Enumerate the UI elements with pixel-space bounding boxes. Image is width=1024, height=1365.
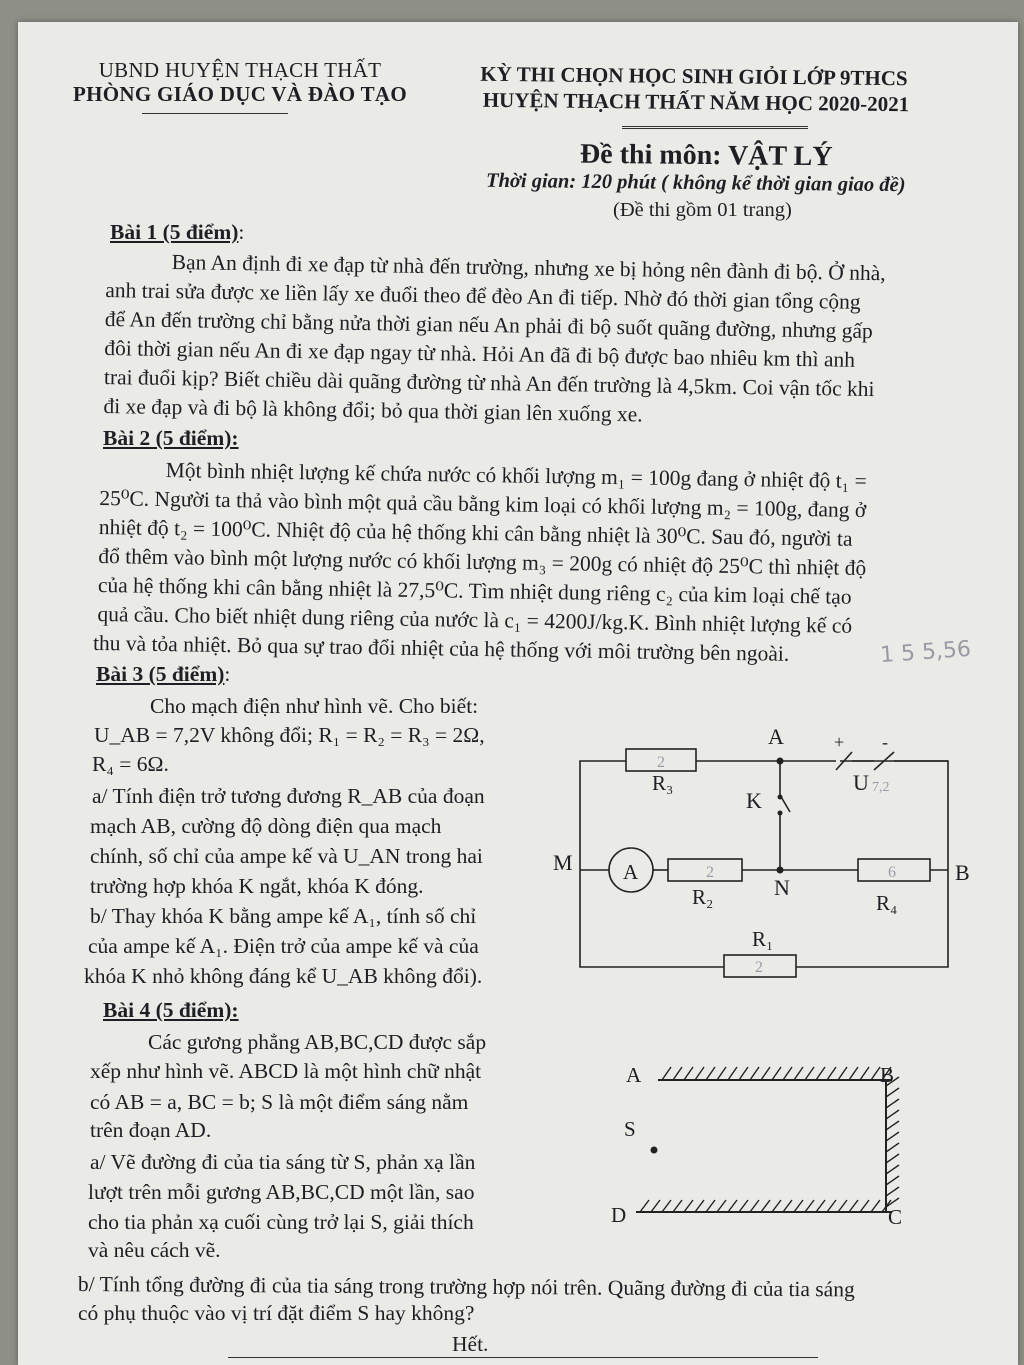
footer-rule <box>228 1357 818 1358</box>
bai1-line: đi xe đạp và đi bộ là không đổi; bỏ qua thời gian lên xuống xe. <box>103 393 643 427</box>
bai2-line: thu và tỏa nhiệt. Bỏ qua sự trao đổi nhiệt của hệ thống với môi trường bên ngoài. <box>92 630 790 666</box>
label-node-b: B <box>955 860 970 885</box>
bai3-line: của ampe kế A₁. Điện trở của ampe kế và của <box>88 934 479 958</box>
label-node-a: A <box>768 724 784 749</box>
bai4-line: và nêu cách vẽ. <box>88 1238 221 1262</box>
handwritten-note: 1 5 5,56 <box>879 636 972 669</box>
hatch-mark <box>886 1110 899 1119</box>
mirror-label-s: S <box>624 1117 636 1141</box>
department-name: PHÒNG GIÁO DỤC VÀ ĐÀO TẠO <box>73 82 407 106</box>
bai3-line: R₄ = 6Ω. <box>92 752 169 776</box>
node-n-dot <box>777 867 784 874</box>
bai1-line: trai đuổi kịp? Biết chiều dài quãng đường từ nhà An đến trường là 4,5km. Coi vận tốc khi <box>103 364 875 402</box>
bai3-line: U_AB = 7,2V không đổi; R₁ = R₂ = R₃ = 2Ω, <box>94 723 485 747</box>
bai4-line: có AB = a, BC = b; S là một điểm sáng nằm <box>90 1090 469 1114</box>
bai4-line: trên đoạn AD. <box>90 1118 212 1142</box>
bai1-colon: : <box>238 220 245 244</box>
mirror-diagram <box>636 1080 892 1212</box>
bai3-line: a/ Tính điện trở tương đương R_AB của đoạn <box>92 784 485 808</box>
exam-subtitle: HUYỆN THẠCH THẤT NĂM HỌC 2020-2021 <box>482 87 910 117</box>
subject-title: Đề thi môn: VẬT LÝ <box>579 138 833 173</box>
hatch-mark <box>886 1121 899 1130</box>
hatch-mark <box>684 1200 693 1212</box>
bai4-line: a/ Vẽ đường đi của tia sáng từ S, phản xạ lần <box>90 1150 476 1174</box>
label-minus: - <box>882 732 888 752</box>
hatch-mark <box>827 1067 836 1080</box>
handwritten-r2: 2 <box>706 864 714 881</box>
bai2-line: 25⁰C. Người ta thả vào bình một quả cầu bằng kim loại có khối lượng m₂ = 100g, đang ở <box>99 485 867 523</box>
hatch-mark <box>794 1067 803 1080</box>
bai1-line: Bạn An định đi xe đạp từ nhà đến trường, nhưng xe bị hỏng nên đành đi bộ. Ở nhà, <box>171 250 886 286</box>
mirror-label-c: C <box>888 1205 903 1229</box>
hatch-mark <box>886 1154 899 1163</box>
bai4-title: Bài 4 (5 điểm): <box>103 998 239 1022</box>
hatch-mark <box>886 1132 899 1141</box>
bai3-colon: : <box>224 662 231 686</box>
bai2-title: Bài 2 (5 điểm): <box>103 426 239 450</box>
hatch-mark <box>695 1200 704 1212</box>
bai2-line: nhiệt độ t₂ = 100⁰C. Nhiệt độ của hệ thống khi cân bằng nhiệt là 30⁰C. Sau đó, người ta <box>98 514 853 551</box>
bai3-line: trường hợp khóa K ngắt, khóa K đóng. <box>90 874 424 898</box>
bai1-title: Bài 1 (5 điểm) <box>110 220 239 244</box>
hatch-mark <box>805 1200 814 1212</box>
label-r2: R₂ <box>692 885 714 909</box>
bai4-line: cho tia phản xạ cuối cùng trở lại S, giải thích <box>88 1210 474 1234</box>
hatch-mark <box>673 1200 682 1212</box>
hatch-mark <box>886 1187 899 1196</box>
hatch-mark <box>886 1099 899 1108</box>
exam-time: Thời gian: 120 phút ( không kể thời gian giao đề) <box>485 169 906 197</box>
handwritten-r4: 6 <box>888 864 896 881</box>
bai3-line: mạch AB, cường độ dòng điện qua mạch <box>90 814 442 838</box>
hatch-mark <box>673 1067 682 1080</box>
bai2-line: quả cầu. Cho biết nhiệt dung riêng của nước là c₁ = 4200J/kg.K. Bình nhiệt lượng kế có <box>97 601 853 638</box>
page-count: (Đề thi gồm 01 trang) <box>613 199 792 221</box>
bai4-line: xếp như hình vẽ. ABCD là một hình chữ nhật <box>90 1059 482 1083</box>
hatch-mark <box>695 1067 704 1080</box>
hatch-mark <box>706 1200 715 1212</box>
hatch-mark <box>750 1067 759 1080</box>
bai3-line: Cho mạch điện như hình vẽ. Cho biết: <box>150 694 479 718</box>
hatch-mark <box>717 1067 726 1080</box>
hatch-mark <box>640 1200 649 1212</box>
node-a-dot <box>777 758 784 765</box>
label-r4: R₄ <box>876 891 898 915</box>
hatch-mark <box>783 1067 792 1080</box>
hatch-mark <box>662 1067 671 1080</box>
hatch-mark <box>772 1200 781 1212</box>
bai4-line: Các gương phẳng AB,BC,CD được sắp <box>148 1030 487 1054</box>
hatch-mark <box>805 1067 814 1080</box>
bai4-line-b2: có phụ thuộc vào vị trí đặt điểm S hay không? <box>78 1301 475 1325</box>
label-node-n: N <box>774 875 790 900</box>
hatch-mark <box>860 1200 869 1212</box>
bai3-line: chính, số chỉ của ampe kế và U_AN trong hai <box>90 844 483 868</box>
hatch-mark <box>761 1200 770 1212</box>
hatch-mark <box>728 1200 737 1212</box>
bai1-line: anh trai sửa được xe liền lấy xe đuổi theo để đèo An đi tiếp. Nhờ đó thời gian tổng cộng <box>105 277 861 314</box>
bai3-title: Bài 3 (5 điểm) <box>96 662 225 686</box>
label-switch-k: K <box>746 788 762 813</box>
hatch-mark <box>706 1067 715 1080</box>
hatch-mark <box>816 1200 825 1212</box>
hatch-mark <box>739 1067 748 1080</box>
bai2-line: của hệ thống khi cân bằng nhiệt là 27,5⁰C. Tìm nhiệt dung riêng c₂ của kim loại chế tạo <box>97 572 852 609</box>
switch-k-dot <box>778 795 783 800</box>
hatch-mark <box>684 1067 693 1080</box>
bai1-line: đôi thời gian nếu An đi xe đạp ngay từ nhà. Hỏi An đã đi bộ được bao nhiêu km thì anh <box>104 335 856 372</box>
hatch-mark <box>761 1067 770 1080</box>
bai4-line-b1: b/ Tính tổng đường đi của tia sáng trong trường hợp nói trên. Quãng đường đi của tia sáng <box>77 1272 855 1302</box>
hatch-mark <box>886 1176 899 1185</box>
mirror-label-b: B <box>880 1063 895 1087</box>
exam-title: KỲ THI CHỌN HỌC SINH GIỎI LỚP 9THCS <box>480 61 908 91</box>
hatch-mark <box>717 1200 726 1212</box>
hatch-mark <box>838 1067 847 1080</box>
hatch-mark <box>662 1200 671 1212</box>
hatch-mark <box>849 1067 858 1080</box>
bai2-line: đổ thêm vào bình một lượng nước có khối lượng m₃ = 200g có nhiệt độ 25⁰C thì nhiệt độ <box>98 543 867 581</box>
handwritten-r1: 2 <box>755 959 763 976</box>
hatch-mark <box>838 1200 847 1212</box>
mirror-label-a: A <box>626 1063 642 1087</box>
bai3-line: khóa K nhỏ không đáng kể U_AB không đổi). <box>84 964 483 988</box>
hatch-mark <box>849 1200 858 1212</box>
label-node-m: M <box>553 850 573 875</box>
hatch-mark <box>871 1067 880 1080</box>
bai3-line: b/ Thay khóa K bằng ampe kế A₁, tính số chỉ <box>90 904 477 928</box>
mirror-label-d: D <box>611 1203 627 1227</box>
resistor-r2 <box>668 859 742 881</box>
light-source-s <box>651 1147 658 1154</box>
bai1-line: để An đến trường chỉ bằng nửa thời gian nếu An phải đi bộ suốt quãng đường, nhưng gấp <box>104 306 873 344</box>
label-r1: R₁ <box>752 927 774 951</box>
end-mark: Hết. <box>452 1332 489 1356</box>
hatch-mark <box>886 1143 899 1152</box>
hatch-mark <box>794 1200 803 1212</box>
bai4-line: lượt trên mỗi gương AB,BC,CD một lần, sao <box>88 1180 475 1204</box>
district-name: UBND HUYỆN THẠCH THẤT <box>98 58 382 82</box>
mirror-hatching <box>640 1067 899 1212</box>
label-plus: + <box>834 732 845 752</box>
hatch-mark <box>816 1067 825 1080</box>
switch-k-dot <box>778 811 783 816</box>
hatch-mark <box>783 1200 792 1212</box>
hatch-mark <box>651 1200 660 1212</box>
label-source-u: U <box>853 770 869 795</box>
label-r3: R₃ <box>652 771 674 795</box>
hatch-mark <box>871 1200 880 1212</box>
hatch-mark <box>739 1200 748 1212</box>
hatch-mark <box>860 1067 869 1080</box>
hatch-mark <box>750 1200 759 1212</box>
hatch-mark <box>728 1067 737 1080</box>
hatch-mark <box>772 1067 781 1080</box>
handwritten-r3: 2 <box>657 754 665 771</box>
handwritten-u: 7,2 <box>872 780 890 795</box>
hatch-mark <box>827 1200 836 1212</box>
ammeter-label: A <box>623 860 639 884</box>
hatch-mark <box>886 1088 899 1097</box>
hatch-mark <box>886 1165 899 1174</box>
bai2-line: Một bình nhiệt lượng kế chứa nước có khối lượng m₁ = 100g đang ở nhiệt độ t₁ = <box>165 458 867 494</box>
